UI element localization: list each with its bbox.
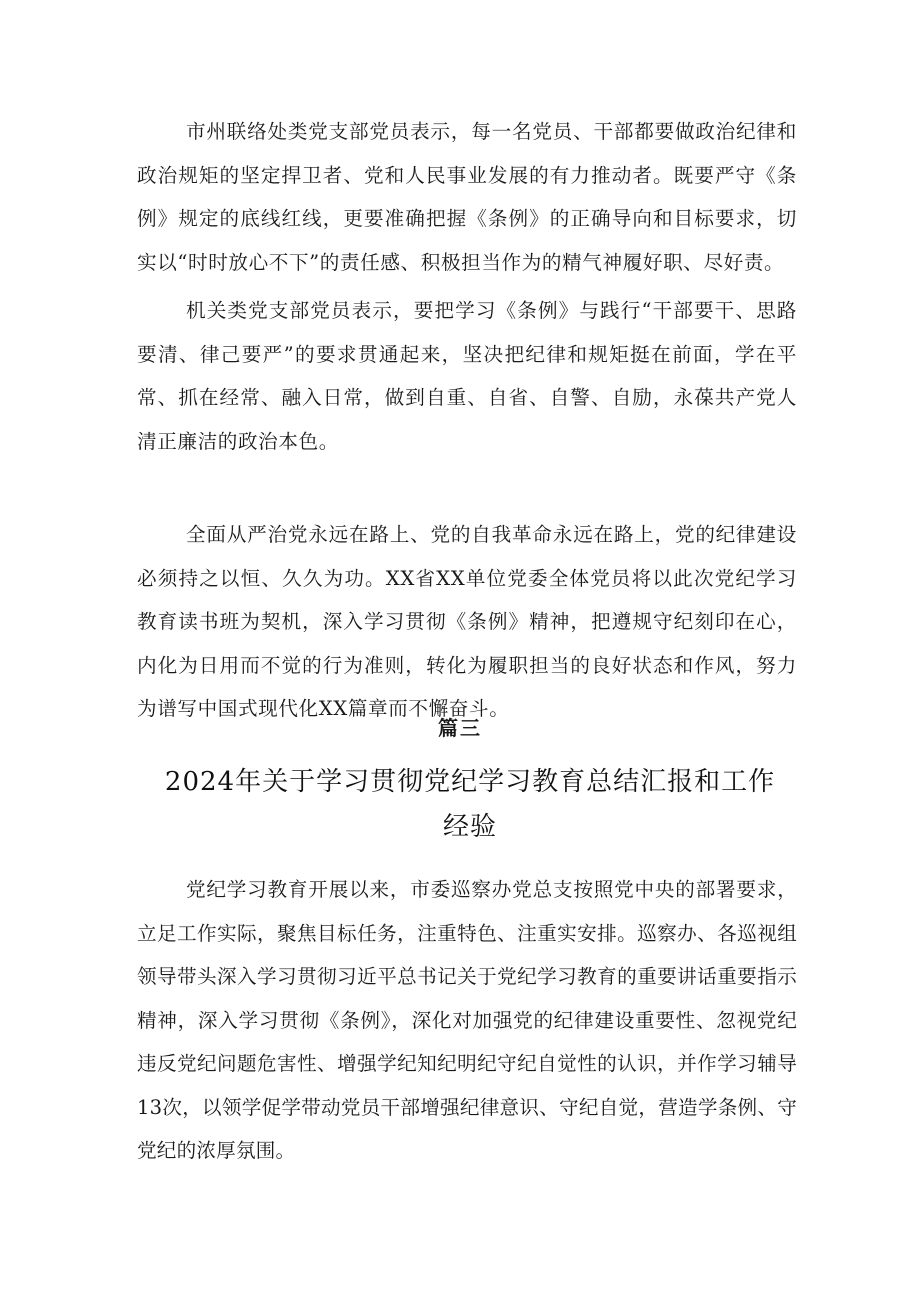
section-label: 篇三 [438, 716, 482, 740]
paragraph-liaison-branch: 市州联络处类党支部党员表示，每一名党员、干部都要做政治纪律和政治规矩的坚定捍卫者、党和人民事业发展的有力推动者。既要严守《条例》规定的底线红线，更要准确把握《条例》的正确导向和目标要求，切实以“时时放心不下”的责任感、积极担当作为的精气神履好职、尽好责。 [137, 120, 797, 274]
document-title: 2024年关于学习贯彻党纪学习教育总结汇报和工作经验 [164, 767, 776, 842]
paragraph-party-discipline: 全面从严治党永远在路上、党的自我革命永远在路上，党的纪律建设必须持之以恒、久久为功。XX省XX单位党委全体党员将以此次党纪学习教育读书班为契机，深入学习贯彻《条例》精神，把遵规守纪刻印在心，内化为日用而不觉的行为准则，转化为履职担当的良好状态和作风，努力为谱写中国式现代化XX篇章而不懈奋斗。 [137, 523, 797, 720]
paragraph-inspection-office: 党纪学习教育开展以来，市委巡察办党总支按照党中央的部署要求，立足工作实际，聚焦目标任务，注重特色、注重实安排。巡察办、各巡视组领导带头深入学习贯彻习近平总书记关于党纪学习教育的重要讲话重要指示精神，深入学习贯彻《条例》，深化对加强党的纪律建设重要性、忽视党纪违反党纪问题危害性、增强学纪知纪明纪守纪自觉性的认识，并作学习辅导13次，以领学促学带动党员干部增强纪律意识、守纪自觉，营造学条例、守党纪的浓厚氛围。 [137, 878, 797, 1162]
paragraph-organ-branch: 机关类党支部党员表示，要把学习《条例》与践行“干部要干、思路要清、律己要严”的要求贯通起来，坚决把纪律和规矩挺在前面，学在平常、抓在经常、融入日常，做到自重、自省、自警、自励，永葆共产党人清正廉洁的政治本色。 [137, 299, 797, 453]
